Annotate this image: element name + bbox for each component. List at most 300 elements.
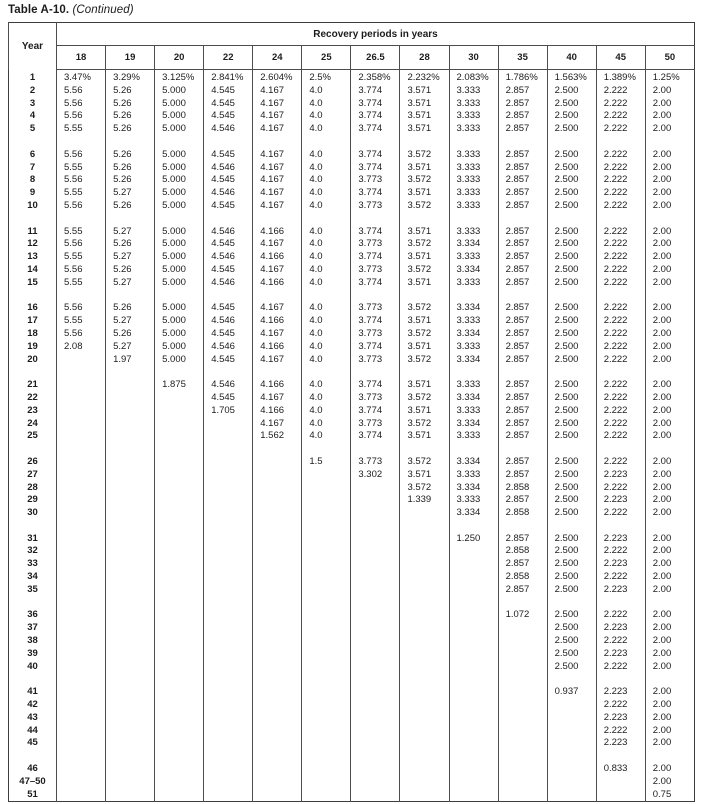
value-cell bbox=[302, 661, 351, 674]
value-cell: 2.857 bbox=[498, 226, 547, 239]
value-cell: 2.500 bbox=[547, 545, 596, 558]
value-cell bbox=[57, 571, 106, 584]
value-cell bbox=[253, 776, 302, 789]
value-cell: 4.545 bbox=[204, 85, 253, 98]
table-row bbox=[9, 341, 695, 354]
value-cell: 4.166 bbox=[253, 315, 302, 328]
value-cell: 2.500 bbox=[547, 251, 596, 264]
value-cell: 5.56 bbox=[57, 98, 106, 111]
value-cell bbox=[155, 635, 204, 648]
year-cell: 10 bbox=[9, 200, 57, 213]
value-cell bbox=[57, 405, 106, 418]
value-cell: 1.5 bbox=[302, 456, 351, 469]
value-cell: 3.774 bbox=[351, 405, 400, 418]
value-cell bbox=[57, 379, 106, 392]
value-cell bbox=[155, 290, 204, 303]
value-cell bbox=[106, 571, 155, 584]
value-cell: 4.0 bbox=[302, 315, 351, 328]
value-cell bbox=[155, 776, 204, 789]
value-cell: 2.500 bbox=[547, 226, 596, 239]
value-cell bbox=[253, 482, 302, 495]
value-cell: 5.000 bbox=[155, 251, 204, 264]
value-cell: 1.25% bbox=[645, 70, 694, 85]
spacer-row bbox=[9, 290, 695, 303]
value-cell bbox=[155, 699, 204, 712]
value-cell bbox=[351, 699, 400, 712]
table-row bbox=[9, 405, 695, 418]
value-cell bbox=[351, 648, 400, 661]
value-cell: 3.571 bbox=[400, 379, 449, 392]
value-cell bbox=[400, 686, 449, 699]
value-cell: 4.167 bbox=[253, 302, 302, 315]
value-cell bbox=[547, 673, 596, 686]
value-cell: 5.56 bbox=[57, 85, 106, 98]
value-cell: 2.222 bbox=[596, 85, 645, 98]
value-cell: 3.571 bbox=[400, 277, 449, 290]
table-row bbox=[9, 123, 695, 136]
value-cell: 2.232% bbox=[400, 70, 449, 85]
value-cell: 2.00 bbox=[645, 545, 694, 558]
value-cell bbox=[449, 558, 498, 571]
value-cell bbox=[155, 405, 204, 418]
value-cell bbox=[547, 763, 596, 776]
value-cell bbox=[57, 648, 106, 661]
value-cell bbox=[106, 789, 155, 802]
value-cell: 3.773 bbox=[351, 456, 400, 469]
value-cell bbox=[155, 661, 204, 674]
value-cell: 4.0 bbox=[302, 200, 351, 213]
value-cell: 2.00 bbox=[645, 315, 694, 328]
year-cell: 35 bbox=[9, 584, 57, 597]
value-cell: 2.083% bbox=[449, 70, 498, 85]
value-cell: 2.222 bbox=[596, 123, 645, 136]
value-cell: 4.167 bbox=[253, 149, 302, 162]
value-cell: 3.333 bbox=[449, 405, 498, 418]
value-cell: 2.00 bbox=[645, 187, 694, 200]
year-cell: 37 bbox=[9, 622, 57, 635]
value-cell: 3.571 bbox=[400, 341, 449, 354]
value-cell bbox=[498, 622, 547, 635]
value-cell: 3.571 bbox=[400, 315, 449, 328]
value-cell bbox=[253, 763, 302, 776]
value-cell bbox=[253, 366, 302, 379]
value-cell bbox=[57, 686, 106, 699]
value-cell: 5.000 bbox=[155, 110, 204, 123]
value-cell bbox=[204, 443, 253, 456]
value-cell bbox=[57, 699, 106, 712]
value-cell bbox=[253, 661, 302, 674]
value-cell: 3.29% bbox=[106, 70, 155, 85]
value-cell bbox=[400, 545, 449, 558]
value-cell: 3.571 bbox=[400, 85, 449, 98]
value-cell bbox=[253, 699, 302, 712]
value-cell bbox=[204, 789, 253, 802]
value-cell bbox=[302, 213, 351, 226]
value-cell: 2.223 bbox=[596, 686, 645, 699]
value-cell bbox=[449, 737, 498, 750]
value-cell: 2.500 bbox=[547, 507, 596, 520]
value-cell bbox=[449, 622, 498, 635]
value-cell bbox=[57, 456, 106, 469]
value-cell bbox=[547, 290, 596, 303]
value-cell bbox=[351, 520, 400, 533]
value-cell bbox=[302, 520, 351, 533]
value-cell: 4.166 bbox=[253, 379, 302, 392]
value-cell: 2.222 bbox=[596, 315, 645, 328]
value-cell bbox=[302, 584, 351, 597]
value-cell bbox=[57, 763, 106, 776]
value-cell: 3.571 bbox=[400, 98, 449, 111]
value-cell: 2.500 bbox=[547, 200, 596, 213]
value-cell: 2.857 bbox=[498, 315, 547, 328]
value-cell: 5.000 bbox=[155, 315, 204, 328]
value-cell bbox=[449, 366, 498, 379]
value-cell bbox=[57, 737, 106, 750]
value-cell: 0.833 bbox=[596, 763, 645, 776]
value-cell: 2.00 bbox=[645, 469, 694, 482]
value-cell: 3.572 bbox=[400, 328, 449, 341]
value-cell bbox=[449, 699, 498, 712]
value-cell: 3.572 bbox=[400, 392, 449, 405]
value-cell: 5.26 bbox=[106, 174, 155, 187]
value-cell: 4.545 bbox=[204, 110, 253, 123]
value-cell: 4.167 bbox=[253, 354, 302, 367]
value-cell bbox=[204, 609, 253, 622]
value-cell bbox=[596, 366, 645, 379]
value-cell: 5.56 bbox=[57, 264, 106, 277]
value-cell: 4.546 bbox=[204, 226, 253, 239]
value-cell bbox=[498, 673, 547, 686]
group-header-row bbox=[9, 23, 695, 46]
value-cell: 2.00 bbox=[645, 405, 694, 418]
value-cell bbox=[106, 622, 155, 635]
value-cell: 3.773 bbox=[351, 392, 400, 405]
value-cell bbox=[106, 635, 155, 648]
value-cell bbox=[204, 136, 253, 149]
value-cell: 2.841% bbox=[204, 70, 253, 85]
value-cell: 3.334 bbox=[449, 507, 498, 520]
value-cell bbox=[106, 597, 155, 610]
value-cell: 2.857 bbox=[498, 494, 547, 507]
value-cell: 2.00 bbox=[645, 648, 694, 661]
value-cell: 4.0 bbox=[302, 85, 351, 98]
value-cell: 2.222 bbox=[596, 98, 645, 111]
value-cell bbox=[155, 136, 204, 149]
value-cell: 2.222 bbox=[596, 328, 645, 341]
value-cell bbox=[253, 725, 302, 738]
year-cell: 12 bbox=[9, 238, 57, 251]
year-cell: 4 bbox=[9, 110, 57, 123]
value-cell: 2.857 bbox=[498, 187, 547, 200]
value-cell: 4.167 bbox=[253, 238, 302, 251]
value-cell: 2.00 bbox=[645, 238, 694, 251]
value-cell bbox=[204, 290, 253, 303]
value-cell: 4.166 bbox=[253, 226, 302, 239]
value-cell bbox=[106, 136, 155, 149]
value-cell: 4.0 bbox=[302, 302, 351, 315]
value-cell: 3.774 bbox=[351, 123, 400, 136]
value-cell bbox=[351, 776, 400, 789]
spacer-row bbox=[9, 520, 695, 533]
value-cell bbox=[302, 622, 351, 635]
value-cell bbox=[155, 430, 204, 443]
value-cell: 2.500 bbox=[547, 174, 596, 187]
table-row bbox=[9, 315, 695, 328]
value-cell bbox=[400, 789, 449, 802]
value-cell: 2.858 bbox=[498, 507, 547, 520]
value-cell: 3.334 bbox=[449, 328, 498, 341]
value-cell bbox=[351, 622, 400, 635]
year-cell: 26 bbox=[9, 456, 57, 469]
value-cell: 5.000 bbox=[155, 302, 204, 315]
table-row bbox=[9, 98, 695, 111]
value-cell: 4.167 bbox=[253, 392, 302, 405]
value-cell: 4.0 bbox=[302, 110, 351, 123]
value-cell: 3.302 bbox=[351, 469, 400, 482]
value-cell: 3.333 bbox=[449, 469, 498, 482]
year-cell: 45 bbox=[9, 737, 57, 750]
value-cell: 5.55 bbox=[57, 162, 106, 175]
value-cell: 4.167 bbox=[253, 328, 302, 341]
value-cell bbox=[106, 609, 155, 622]
value-cell: 4.545 bbox=[204, 98, 253, 111]
value-cell bbox=[155, 763, 204, 776]
value-cell bbox=[155, 584, 204, 597]
value-cell bbox=[596, 290, 645, 303]
value-cell: 2.857 bbox=[498, 264, 547, 277]
value-cell: 4.0 bbox=[302, 392, 351, 405]
value-cell bbox=[106, 520, 155, 533]
value-cell: 5.000 bbox=[155, 341, 204, 354]
value-cell bbox=[204, 584, 253, 597]
value-cell: 3.333 bbox=[449, 379, 498, 392]
value-cell: 3.333 bbox=[449, 123, 498, 136]
value-cell bbox=[400, 635, 449, 648]
value-cell: 3.773 bbox=[351, 264, 400, 277]
value-cell: 2.00 bbox=[645, 379, 694, 392]
value-cell: 2.00 bbox=[645, 507, 694, 520]
value-cell: 3.333 bbox=[449, 200, 498, 213]
value-cell: 5.27 bbox=[106, 251, 155, 264]
column-header: 18 bbox=[57, 46, 106, 70]
value-cell bbox=[449, 597, 498, 610]
value-cell: 3.334 bbox=[449, 482, 498, 495]
value-cell: 2.222 bbox=[596, 430, 645, 443]
value-cell: 3.774 bbox=[351, 226, 400, 239]
value-cell: 4.167 bbox=[253, 174, 302, 187]
value-cell bbox=[155, 750, 204, 763]
value-cell: 2.222 bbox=[596, 379, 645, 392]
value-cell bbox=[155, 597, 204, 610]
value-cell bbox=[302, 597, 351, 610]
value-cell bbox=[400, 661, 449, 674]
value-cell: 5.27 bbox=[106, 315, 155, 328]
year-cell: 5 bbox=[9, 123, 57, 136]
value-cell: 2.500 bbox=[547, 123, 596, 136]
spacer-row bbox=[9, 136, 695, 149]
value-cell: 4.545 bbox=[204, 302, 253, 315]
value-cell: 2.500 bbox=[547, 648, 596, 661]
value-cell bbox=[155, 366, 204, 379]
value-cell: 2.857 bbox=[498, 354, 547, 367]
value-cell bbox=[106, 469, 155, 482]
value-cell bbox=[253, 750, 302, 763]
value-cell: 2.223 bbox=[596, 648, 645, 661]
value-cell bbox=[57, 354, 106, 367]
value-cell bbox=[253, 136, 302, 149]
value-cell bbox=[400, 290, 449, 303]
value-cell: 2.00 bbox=[645, 302, 694, 315]
value-cell bbox=[155, 418, 204, 431]
value-cell: 5.000 bbox=[155, 226, 204, 239]
value-cell: 3.571 bbox=[400, 123, 449, 136]
value-cell: 2.500 bbox=[547, 405, 596, 418]
value-cell bbox=[498, 635, 547, 648]
value-cell: 4.0 bbox=[302, 187, 351, 200]
value-cell: 2.00 bbox=[645, 482, 694, 495]
value-cell bbox=[351, 558, 400, 571]
value-cell: 2.500 bbox=[547, 584, 596, 597]
value-cell bbox=[253, 533, 302, 546]
value-cell: 3.333 bbox=[449, 149, 498, 162]
value-cell: 2.500 bbox=[547, 609, 596, 622]
value-cell: 2.500 bbox=[547, 354, 596, 367]
value-cell bbox=[57, 213, 106, 226]
value-cell: 2.857 bbox=[498, 162, 547, 175]
year-cell: 32 bbox=[9, 545, 57, 558]
value-cell: 2.358% bbox=[351, 70, 400, 85]
value-cell: 3.773 bbox=[351, 328, 400, 341]
value-cell: 2.857 bbox=[498, 392, 547, 405]
value-cell: 2.500 bbox=[547, 533, 596, 546]
value-cell: 2.00 bbox=[645, 622, 694, 635]
value-cell: 5.26 bbox=[106, 98, 155, 111]
value-cell: 4.167 bbox=[253, 187, 302, 200]
value-cell: 2.222 bbox=[596, 149, 645, 162]
table-header bbox=[9, 23, 695, 70]
value-cell bbox=[106, 430, 155, 443]
table-row bbox=[9, 251, 695, 264]
value-cell: 4.546 bbox=[204, 187, 253, 200]
value-cell: 5.26 bbox=[106, 162, 155, 175]
value-cell: 2.222 bbox=[596, 302, 645, 315]
value-cell bbox=[253, 456, 302, 469]
value-cell bbox=[57, 482, 106, 495]
value-cell bbox=[645, 366, 694, 379]
value-cell bbox=[204, 366, 253, 379]
value-cell bbox=[106, 366, 155, 379]
year-cell bbox=[9, 443, 57, 456]
value-cell: 4.167 bbox=[253, 85, 302, 98]
year-cell: 21 bbox=[9, 379, 57, 392]
value-cell bbox=[204, 763, 253, 776]
value-cell: 2.00 bbox=[645, 174, 694, 187]
value-cell bbox=[302, 712, 351, 725]
value-cell: 3.572 bbox=[400, 264, 449, 277]
value-cell: 2.857 bbox=[498, 251, 547, 264]
value-cell: 4.546 bbox=[204, 379, 253, 392]
value-cell: 3.572 bbox=[400, 354, 449, 367]
value-cell: 3.774 bbox=[351, 379, 400, 392]
value-cell: 5.000 bbox=[155, 98, 204, 111]
value-cell: 2.00 bbox=[645, 763, 694, 776]
table-row bbox=[9, 507, 695, 520]
value-cell bbox=[302, 686, 351, 699]
value-cell bbox=[204, 776, 253, 789]
value-cell: 3.333 bbox=[449, 251, 498, 264]
value-cell bbox=[400, 366, 449, 379]
table-row bbox=[9, 763, 695, 776]
value-cell: 4.166 bbox=[253, 277, 302, 290]
value-cell bbox=[547, 213, 596, 226]
year-cell: 20 bbox=[9, 354, 57, 367]
value-cell bbox=[400, 507, 449, 520]
value-cell bbox=[498, 366, 547, 379]
value-cell bbox=[547, 520, 596, 533]
value-cell: 2.604% bbox=[253, 70, 302, 85]
value-cell bbox=[498, 776, 547, 789]
value-cell bbox=[351, 725, 400, 738]
value-cell: 4.0 bbox=[302, 277, 351, 290]
value-cell bbox=[155, 520, 204, 533]
table-row bbox=[9, 494, 695, 507]
value-cell bbox=[204, 558, 253, 571]
value-cell bbox=[106, 750, 155, 763]
value-cell bbox=[400, 763, 449, 776]
table-row bbox=[9, 686, 695, 699]
value-cell bbox=[400, 737, 449, 750]
value-cell: 2.223 bbox=[596, 712, 645, 725]
value-cell bbox=[253, 213, 302, 226]
value-cell bbox=[547, 443, 596, 456]
value-cell bbox=[645, 750, 694, 763]
value-cell: 2.223 bbox=[596, 558, 645, 571]
value-cell bbox=[57, 533, 106, 546]
table-title-label: Table A-10. bbox=[8, 4, 70, 16]
value-cell: 2.00 bbox=[645, 725, 694, 738]
value-cell: 2.857 bbox=[498, 341, 547, 354]
value-cell bbox=[57, 507, 106, 520]
value-cell bbox=[57, 673, 106, 686]
value-cell: 5.55 bbox=[57, 251, 106, 264]
year-cell: 6 bbox=[9, 149, 57, 162]
value-cell bbox=[106, 507, 155, 520]
value-cell bbox=[449, 290, 498, 303]
value-cell: 2.500 bbox=[547, 315, 596, 328]
value-cell: 2.500 bbox=[547, 341, 596, 354]
value-cell: 2.500 bbox=[547, 469, 596, 482]
value-cell: 5.000 bbox=[155, 264, 204, 277]
year-cell: 3 bbox=[9, 98, 57, 111]
year-cell: 30 bbox=[9, 507, 57, 520]
value-cell: 4.0 bbox=[302, 98, 351, 111]
value-cell bbox=[106, 648, 155, 661]
table-row bbox=[9, 789, 695, 802]
value-cell bbox=[106, 584, 155, 597]
year-cell: 23 bbox=[9, 405, 57, 418]
value-cell bbox=[155, 456, 204, 469]
table-row bbox=[9, 558, 695, 571]
value-cell: 3.572 bbox=[400, 456, 449, 469]
value-cell: 4.166 bbox=[253, 251, 302, 264]
value-cell: 2.500 bbox=[547, 494, 596, 507]
value-cell bbox=[57, 545, 106, 558]
value-cell bbox=[547, 789, 596, 802]
value-cell: 4.545 bbox=[204, 328, 253, 341]
value-cell bbox=[449, 776, 498, 789]
value-cell: 5.000 bbox=[155, 162, 204, 175]
year-cell: 27 bbox=[9, 469, 57, 482]
